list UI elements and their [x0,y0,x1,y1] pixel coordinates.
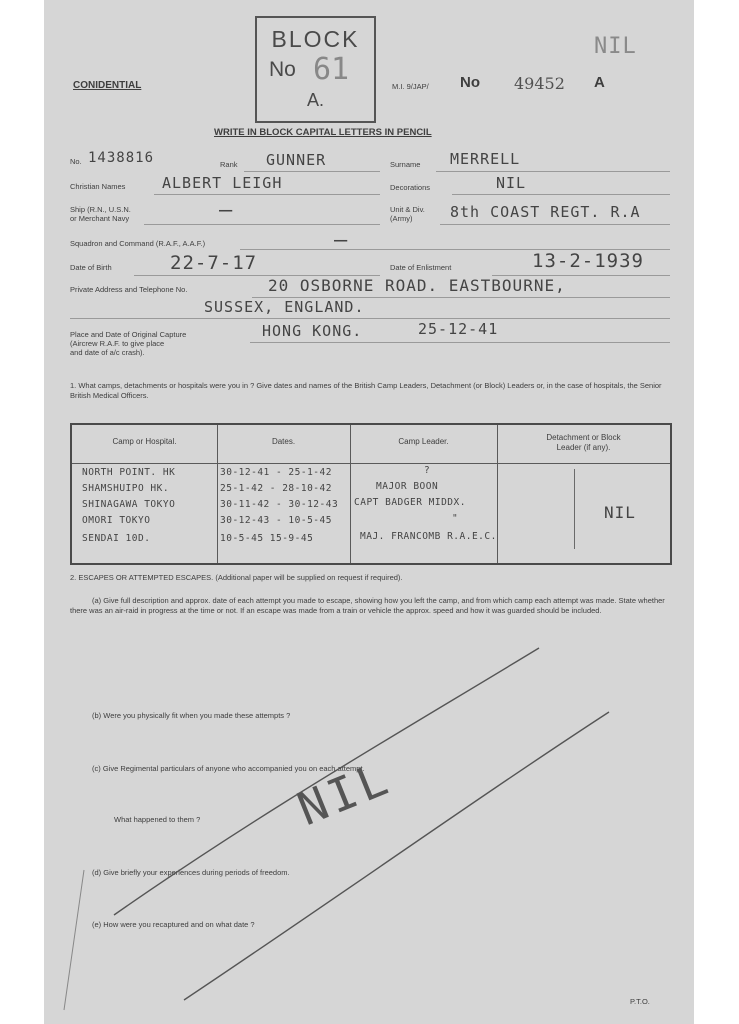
address-line-2: SUSSEX, ENGLAND. [204,298,365,316]
table-cell-dates: 25-1-42 - 28-10-42 [220,483,332,494]
table-cell-leader: ? [424,465,431,476]
ship-label-2: or Merchant Navy [70,214,130,223]
table-cell-camp: SHAMSHUIPO HK. [82,483,170,494]
instruction-heading: WRITE IN BLOCK CAPITAL LETTERS IN PENCIL [214,127,432,138]
detachment-value: NIL [604,503,636,522]
pencil-strike-lines [44,0,694,1024]
number-label: No [460,74,480,91]
date-of-birth-label: Date of Birth [70,263,112,272]
capture-label-1: Place and Date of Original Capture [70,330,187,339]
nil-answer: NIL [290,750,399,837]
table-cell-camp: OMORI TOKYO [82,515,151,526]
question-2d: (d) Give briefly your experiences during periods of freedom. [92,868,290,877]
date-of-enlistment-label: Date of Enlistment [390,263,452,272]
ship-value: — [219,198,234,223]
address-label: Private Address and Telephone No. [70,285,188,294]
table-cell-dates: 30-11-42 - 30-12-43 [220,499,339,510]
surname-value: MERRELL [450,150,521,168]
stamp-letter: A. [306,90,324,110]
form-suffix: A [594,74,605,91]
table-cell-dates: 30-12-43 - 10-5-45 [220,515,332,526]
squadron-label: Squadron and Command (R.A.F., A.A.F.) [70,239,206,248]
column-header-detachment-sub: Leader (if any). [556,443,611,452]
decorations-label: Decorations [390,183,431,192]
column-header-detachment: Detachment or Block [546,433,621,442]
table-cell-camp: SENDAI 10D. [82,533,151,544]
christian-names-value: ALBERT LEIGH [162,174,283,192]
reference-code: M.I. 9/JAP/ [392,82,429,91]
rank-value: GUNNER [266,151,327,169]
corner-nil: NIL [594,34,637,59]
table-cell-leader: MAJOR BOON [376,481,439,492]
service-no-value: 1438816 [88,150,155,166]
rank-label: Rank [220,160,238,169]
table-cell-leader: MAJ. FRANCOMB R.A.E.C. [360,531,497,542]
table-cell-camp: SHINAGAWA TOKYO [82,499,176,510]
decorations-value: NIL [496,174,527,192]
table-cell-dates: 10-5-45 15-9-45 [220,533,314,544]
surname-label: Surname [390,160,421,169]
confidential-label: CONIDENTIAL [73,80,142,91]
pto-label: P.T.O. [630,997,650,1006]
document-page [44,0,694,1024]
column-header-dates: Dates. [271,437,296,446]
squadron-value: — [334,228,349,253]
question-1: 1. What camps, detachments or hospitals were you in ? Give dates and names of the British Camp Leaders, Detachment (or Block) Leaders or, in the case of hospitals, the Senior British Medical Officers. [70,381,662,400]
column-header-leader: Camp Leader. [398,437,449,446]
capture-place: HONG KONG. [262,322,363,340]
stamp-number: 61 [313,52,350,87]
capture-label-2: (Aircrew R.A.F. to give place [70,339,165,348]
table-cell-leader: " [452,513,459,524]
column-header-camp: Camp or Hospital. [112,437,177,446]
date-of-birth-value: 22-7-17 [170,252,258,274]
christian-names-label: Christian Names [70,182,126,191]
form-number: 49452 [514,74,565,93]
ship-label-1: Ship (R.N., U.S.N. [70,205,131,214]
question-2a: (a) Give full description and approx. date of each attempt you made to escape, showing how you left the camp, and from which camp each attempt was made. State whether there was an air-raid in progress at the time or not. If an escape was made from a train or vehicle the approx. speed and how it was guarded should be included. [70,596,665,615]
table-cell-camp: NORTH POINT. HK [82,467,176,478]
date-of-enlistment-value: 13-2-1939 [532,250,644,272]
service-no-label: No. [70,157,82,166]
question-2b: (b) Were you physically fit when you made these attempts ? [92,711,291,720]
capture-date: 25-12-41 [418,320,499,338]
stamp-no-text: No [269,58,296,81]
question-2e: (e) How were you recaptured and on what date ? [92,920,255,929]
question-2-title: 2. ESCAPES OR ATTEMPTED ESCAPES. (Additional paper will be supplied on request if required). [70,573,403,582]
unit-label-2: (Army) [390,214,413,223]
table-cell-leader: CAPT BADGER MIDDX. [354,497,466,508]
address-line-1: 20 OSBORNE ROAD. EASTBOURNE, [268,276,566,295]
unit-label-1: Unit & Div. [390,205,425,214]
question-2c-sub: What happened to them ? [114,815,201,824]
question-2c: (c) Give Regimental particulars of anyone who accompanied you on each attempt. [92,764,365,773]
unit-value: 8th COAST REGT. R.A [450,203,641,221]
capture-label-3: and date of a/c crash). [70,348,145,357]
stamp-block-text: BLOCK [271,26,360,52]
table-cell-dates: 30-12-41 - 25-1-42 [220,467,332,478]
